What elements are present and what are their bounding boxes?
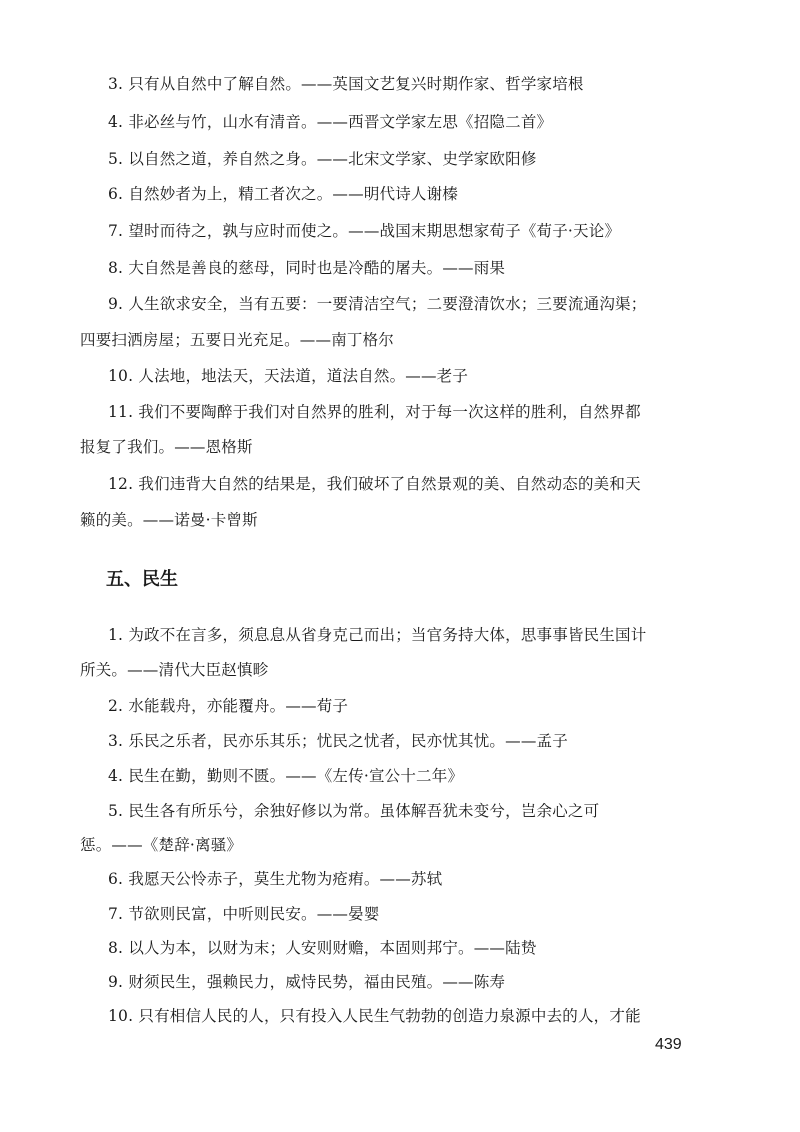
livelihood-quote-6: 6. 我愿天公怜赤子，莫生尤物为疮痏。——苏轼 [108,870,443,888]
nature-quote-7: 7. 望时而待之，孰与应时而使之。——战国末期思想家荀子《荀子·天论》 [108,222,621,240]
livelihood-quote-8: 8. 以人为本，以财为末；人安则财赡，本固则邦宁。——陆贽 [108,939,537,957]
livelihood-quote-1-line-1: 1. 为政不在言多，须息息从省身克己而出；当官务持大体，思事事皆民生国计 [108,626,647,644]
livelihood-quote-9: 9. 财须民生，强赖民力，威恃民势，福由民殖。——陈寿 [108,973,506,991]
livelihood-quote-5-line-1: 5. 民生各有所乐兮，余独好修以为常。虽体解吾犹未变兮，岂余心之可 [108,802,600,820]
nature-quote-12-line-2: 籁的美。——诺曼·卡曾斯 [80,511,258,529]
livelihood-quote-5-line-2: 惩。——《楚辞·离骚》 [80,836,243,854]
livelihood-quote-4: 4. 民生在勤，勤则不匮。——《左传·宣公十二年》 [108,767,464,785]
nature-quote-9-line-1: 9. 人生欲求安全，当有五要：一要清洁空气；二要澄清饮水；三要流通沟渠； [108,295,647,313]
livelihood-quote-10: 10. 只有相信人民的人，只有投入人民生气勃勃的创造力泉源中去的人，才能 [108,1007,641,1025]
nature-quote-5: 5. 以自然之道，养自然之身。——北宋文学家、史学家欧阳修 [108,150,537,168]
livelihood-quote-1-line-2: 所关。——清代大臣赵慎畛 [80,661,269,679]
livelihood-quote-7: 7. 节欲则民富，中听则民安。——晏婴 [108,905,380,923]
nature-quote-12-line-1: 12. 我们违背大自然的结果是，我们破坏了自然景观的美、自然动态的美和天 [108,475,641,493]
nature-quote-8: 8. 大自然是善良的慈母，同时也是冷酷的屠夫。——雨果 [108,259,506,277]
nature-quote-9-line-2: 四要扫洒房屋；五要日光充足。——南丁格尔 [80,331,395,349]
nature-quote-11-line-2: 报复了我们。——恩格斯 [80,438,253,456]
nature-quote-11-line-1: 11. 我们不要陶醉于我们对自然界的胜利，对于每一次这样的胜利，自然界都 [108,403,641,421]
nature-quote-4: 4. 非必丝与竹，山水有清音。——西晋文学家左思《招隐二首》 [108,113,553,131]
section-heading: 五、民生 [106,569,178,590]
nature-quote-10: 10. 人法地，地法天，天法道，道法自然。——老子 [108,367,469,385]
livelihood-quote-3: 3. 乐民之乐者，民亦乐其乐；忧民之忧者，民亦忧其忧。——孟子 [108,732,568,750]
nature-quote-3: 3. 只有从自然中了解自然。——英国文艺复兴时期作家、哲学家培根 [108,75,584,93]
page-number: 439 [655,1036,682,1053]
nature-quote-6: 6. 自然妙者为上，精工者次之。——明代诗人谢榛 [108,185,459,203]
livelihood-quote-2: 2. 水能载舟，亦能覆舟。——荀子 [108,697,349,715]
